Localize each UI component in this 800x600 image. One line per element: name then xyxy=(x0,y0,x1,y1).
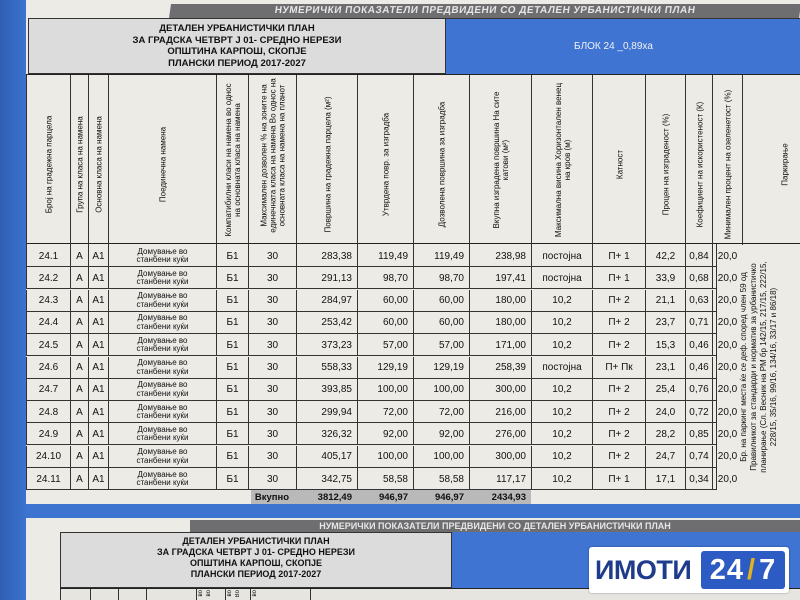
cell-parcel: 24.4 xyxy=(26,312,70,334)
cell-maxpct: 30 xyxy=(248,290,296,312)
cell-built: 23,7 xyxy=(645,312,685,334)
header-label: Дозволена површина за изградба xyxy=(437,101,447,228)
header-label: Утврдена повр. за изградба xyxy=(381,112,391,217)
cell-parcel: 24.9 xyxy=(26,423,70,445)
totals-row xyxy=(26,490,716,504)
cell-floors: П+ 2 xyxy=(592,423,645,445)
parking-note-cell xyxy=(716,244,800,490)
cell-compat: Б1 xyxy=(216,379,248,401)
cell-class: А1 xyxy=(88,401,108,423)
cell-maxpct: 30 xyxy=(248,468,296,490)
cell-use xyxy=(108,423,216,445)
table-row xyxy=(26,267,738,289)
use-line2: станбени куќи xyxy=(136,478,189,487)
header-label: Број на градежна парцела xyxy=(44,115,54,214)
cell-green: 20,0 xyxy=(712,267,742,289)
table-row xyxy=(26,357,738,379)
cell-class: А1 xyxy=(88,446,108,468)
header-cell xyxy=(712,75,742,245)
cell-height: 10,2 xyxy=(531,401,592,423)
cell-fixed: 119,49 xyxy=(357,245,413,267)
cell-use xyxy=(108,290,216,312)
cell-height: 10,2 xyxy=(531,290,592,312)
plan-title-line3: ОПШТИНА КАРПОШ, СКОПЈЕ xyxy=(167,46,307,57)
table-row xyxy=(26,290,738,312)
header-label: Вкупна изградена површина На сите катови (м²) xyxy=(492,91,510,229)
section-gap xyxy=(26,504,800,518)
cell-height: 10,2 xyxy=(531,423,592,445)
cell-use xyxy=(108,446,216,468)
cell-area: 291,13 xyxy=(296,267,357,289)
header-label: Група на класа на намена xyxy=(75,116,85,213)
cell-use xyxy=(108,357,216,379)
use-line2: станбени куќи xyxy=(136,388,189,398)
header-cell xyxy=(26,75,70,245)
cell-group: А xyxy=(70,267,88,289)
table-row xyxy=(26,423,738,445)
logo-number-right: 7 xyxy=(759,553,777,586)
cell-compat: Б1 xyxy=(216,312,248,334)
header-label: Паркирање xyxy=(780,143,790,186)
cell-area: 326,32 xyxy=(296,423,357,445)
cell-class: А1 xyxy=(88,245,108,267)
plan-title-line4: ПЛАНСКИ ПЕРИОД 2017-2027 xyxy=(168,57,306,69)
cell-group: А xyxy=(70,446,88,468)
use-line1: Домување во xyxy=(137,402,188,412)
cell-parcel: 24.6 xyxy=(26,357,70,379)
cell-class: А1 xyxy=(88,357,108,379)
cell-use xyxy=(108,401,216,423)
cell-coef: 0,34 xyxy=(685,468,712,490)
cell-parcel: 24.11 xyxy=(26,468,70,490)
cell-compat: Б1 xyxy=(216,446,248,468)
cell-group: А xyxy=(70,468,88,490)
table-row xyxy=(26,446,738,468)
table-row xyxy=(26,379,738,401)
block-label: БЛОК 24 _0,89ха xyxy=(574,41,653,52)
cell-green: 20,0 xyxy=(712,312,742,334)
header-cell xyxy=(531,75,592,245)
header-label: Минимален процент на озеленетост (%) xyxy=(723,89,733,240)
cell-maxpct: 30 xyxy=(248,401,296,423)
cell-maxpct: 30 xyxy=(248,245,296,267)
cell-total: 216,00 xyxy=(469,401,531,423)
cell-area: 342,75 xyxy=(296,468,357,490)
block-panel xyxy=(446,18,800,74)
use-line2: станбени куќи xyxy=(136,277,189,287)
table-row xyxy=(26,245,738,267)
cell-use xyxy=(108,245,216,267)
cell-compat: Б1 xyxy=(216,401,248,423)
totals-allowed: 946,97 xyxy=(434,491,464,503)
second-header-fragment: Во xyxy=(235,590,241,598)
cell-total: 258,39 xyxy=(469,357,531,379)
logo-slash: / xyxy=(747,553,757,586)
header-cell xyxy=(469,75,531,245)
cell-floors: П+ 2 xyxy=(592,334,645,356)
cell-allowed: 60,00 xyxy=(413,290,469,312)
second-title-line2: ЗА ГРАДСКА ЧЕТВРТ Ј 01- СРЕДНО НЕРЕЗИ xyxy=(157,547,355,557)
cell-floors: П+ 2 xyxy=(592,446,645,468)
cell-parcel: 24.2 xyxy=(26,267,70,289)
cell-floors: П+ 1 xyxy=(592,245,645,267)
cell-compat: Б1 xyxy=(216,245,248,267)
cell-fixed: 92,00 xyxy=(357,423,413,445)
cell-fixed: 57,00 xyxy=(357,334,413,356)
use-line2: станбени куќи xyxy=(136,455,189,465)
totals-fixed: 946,97 xyxy=(378,491,408,503)
cell-height: 10,2 xyxy=(531,468,592,490)
cell-total: 117,17 xyxy=(469,468,531,490)
second-header-fragment: во xyxy=(227,590,233,597)
cell-green: 20,0 xyxy=(712,290,742,312)
cell-coef: 0,46 xyxy=(685,357,712,379)
header-cell xyxy=(216,75,248,245)
cell-built: 15,3 xyxy=(645,334,685,356)
header-cell xyxy=(296,75,357,245)
cell-height: постојна xyxy=(531,267,592,289)
cell-green: 20,0 xyxy=(712,468,742,490)
cell-allowed: 60,00 xyxy=(413,312,469,334)
plan-title-box xyxy=(28,18,446,74)
cell-total: 197,41 xyxy=(469,267,531,289)
cell-built: 24,7 xyxy=(645,446,685,468)
cell-fixed: 58,58 xyxy=(357,468,413,490)
blue-background-edge xyxy=(0,0,26,600)
cell-parcel: 24.3 xyxy=(26,290,70,312)
cell-group: А xyxy=(70,357,88,379)
cell-total: 171,00 xyxy=(469,334,531,356)
cell-group: А xyxy=(70,423,88,445)
use-line2: станбени куќи xyxy=(136,321,189,331)
cell-total: 180,00 xyxy=(469,312,531,334)
cell-floors: П+ 2 xyxy=(592,401,645,423)
parking-note: Бр. на паркинг места ќе се деф. според член 59 од Правилникот за стандарди и норматив за урбанистичко планирање (Сл. Весник на РМ бр 142/15, 217/15, 222/15, 228/15, 35/16, 99/16, 134/16, 33/17 и 86/18) xyxy=(739,261,778,473)
totals-area: 3812,49 xyxy=(317,491,352,503)
table-banner: НУМЕРИЧКИ ПОКАЗАТЕЛИ ПРЕДВИДЕНИ СО ДЕТАЛЕН УРБАНИСТИЧКИ ПЛАН xyxy=(169,4,800,18)
cell-area: 558,33 xyxy=(296,357,357,379)
cell-coef: 0,76 xyxy=(685,379,712,401)
cell-class: А1 xyxy=(88,312,108,334)
cell-floors: П+ 2 xyxy=(592,312,645,334)
cell-allowed: 100,00 xyxy=(413,446,469,468)
cell-class: А1 xyxy=(88,290,108,312)
cell-total: 238,98 xyxy=(469,245,531,267)
cell-use xyxy=(108,267,216,289)
cell-height: 10,2 xyxy=(531,312,592,334)
cell-group: А xyxy=(70,312,88,334)
cell-group: А xyxy=(70,401,88,423)
cell-green: 20,0 xyxy=(712,245,742,267)
imoti-247-logo[interactable] xyxy=(589,547,789,593)
cell-use xyxy=(108,468,216,490)
cell-group: А xyxy=(70,334,88,356)
second-title-line3: ОПШТИНА КАРПОШ, СКОПЈЕ xyxy=(190,558,322,568)
use-line1: Домување во xyxy=(137,469,188,479)
cell-class: А1 xyxy=(88,379,108,401)
logo-number xyxy=(701,551,785,589)
cell-compat: Б1 xyxy=(216,357,248,379)
cell-green: 20,0 xyxy=(712,379,742,401)
cell-floors: П+ 2 xyxy=(592,290,645,312)
use-line1: Домување во xyxy=(137,358,188,367)
use-line1: Домување во xyxy=(137,380,188,390)
logo-number-left: 24 xyxy=(709,553,745,586)
use-line1: Домување во xyxy=(137,335,188,345)
cell-total: 300,00 xyxy=(469,379,531,401)
cell-floors: П+ 2 xyxy=(592,379,645,401)
cell-allowed: 57,00 xyxy=(413,334,469,356)
second-header-fragment: во xyxy=(252,590,258,597)
cell-group: А xyxy=(70,379,88,401)
cell-area: 283,38 xyxy=(296,245,357,267)
use-line2: станбени куќи xyxy=(136,299,189,309)
table-row xyxy=(26,468,738,490)
cell-built: 25,4 xyxy=(645,379,685,401)
cell-height: 10,2 xyxy=(531,334,592,356)
cell-maxpct: 30 xyxy=(248,334,296,356)
header-cell xyxy=(645,75,685,245)
cell-parcel: 24.8 xyxy=(26,401,70,423)
header-cell xyxy=(742,75,800,245)
table-row xyxy=(26,312,738,334)
header-cell xyxy=(70,75,88,245)
second-header-fragment: во xyxy=(198,590,204,597)
cell-use xyxy=(108,334,216,356)
cell-coef: 0,72 xyxy=(685,401,712,423)
header-label: Максимална висина Хоризонтален венец на кров (м) xyxy=(553,82,572,238)
cell-built: 42,2 xyxy=(645,245,685,267)
cell-fixed: 60,00 xyxy=(357,290,413,312)
cell-class: А1 xyxy=(88,334,108,356)
use-line2: станбени куќи xyxy=(136,411,189,421)
cell-area: 373,23 xyxy=(296,334,357,356)
second-title-box xyxy=(60,532,452,588)
second-title-line4: ПЛАНСКИ ПЕРИОД 2017-2027 xyxy=(190,569,322,579)
cell-class: А1 xyxy=(88,423,108,445)
cell-group: А xyxy=(70,290,88,312)
use-line1: Домување во xyxy=(137,246,188,256)
use-line2: станбени куќи xyxy=(136,366,189,376)
cell-green: 20,0 xyxy=(712,423,742,445)
cell-green: 20,0 xyxy=(712,401,742,423)
cell-compat: Б1 xyxy=(216,423,248,445)
cell-fixed: 72,00 xyxy=(357,401,413,423)
cell-maxpct: 30 xyxy=(248,357,296,379)
header-cell xyxy=(592,75,645,245)
cell-maxpct: 30 xyxy=(248,267,296,289)
cell-built: 28,2 xyxy=(645,423,685,445)
cell-class: А1 xyxy=(88,468,108,490)
header-cell xyxy=(248,75,296,245)
cell-compat: Б1 xyxy=(216,334,248,356)
cell-green: 20,0 xyxy=(712,357,742,379)
cell-area: 393,85 xyxy=(296,379,357,401)
cell-area: 299,94 xyxy=(296,401,357,423)
cell-built: 21,1 xyxy=(645,290,685,312)
cell-compat: Б1 xyxy=(216,267,248,289)
header-cell xyxy=(685,75,712,245)
header-label: Површина на градежна парцела (м²) xyxy=(323,96,332,233)
use-line1: Домување во xyxy=(137,291,188,301)
cell-total: 300,00 xyxy=(469,446,531,468)
table-header xyxy=(26,74,800,244)
cell-coef: 0,74 xyxy=(685,446,712,468)
header-cell xyxy=(413,75,469,245)
cell-built: 24,0 xyxy=(645,401,685,423)
cell-total: 180,00 xyxy=(469,290,531,312)
cell-coef: 0,46 xyxy=(685,334,712,356)
second-title-line1: ДЕТАЛЕН УРБАНИСТИЧКИ ПЛАН xyxy=(182,536,330,546)
cell-total: 276,00 xyxy=(469,423,531,445)
cell-use xyxy=(108,312,216,334)
plan-title-line2: ЗА ГРАДСКА ЧЕТВРТ Ј 01- СРЕДНО НЕРЕЗИ xyxy=(132,34,342,46)
cell-area: 284,97 xyxy=(296,290,357,312)
cell-height: постојна xyxy=(531,245,592,267)
cell-fixed: 60,00 xyxy=(357,312,413,334)
header-cell xyxy=(88,75,108,245)
cell-height: 10,2 xyxy=(531,379,592,401)
second-header-fragment: во xyxy=(206,590,212,597)
cell-maxpct: 30 xyxy=(248,379,296,401)
cell-fixed: 98,70 xyxy=(357,267,413,289)
cell-maxpct: 30 xyxy=(248,446,296,468)
logo-word: ИМОТИ xyxy=(595,554,692,585)
use-line1: Домување во xyxy=(137,313,188,323)
cell-parcel: 24.5 xyxy=(26,334,70,356)
use-line1: Домување во xyxy=(137,447,188,457)
cell-maxpct: 30 xyxy=(248,312,296,334)
cell-allowed: 119,49 xyxy=(413,245,469,267)
cell-allowed: 129,19 xyxy=(413,357,469,379)
cell-built: 17,1 xyxy=(645,468,685,490)
cell-class: А1 xyxy=(88,267,108,289)
cell-fixed: 100,00 xyxy=(357,446,413,468)
totals-total: 2434,93 xyxy=(491,491,526,503)
header-label: Поединечна намена xyxy=(158,126,168,203)
cell-maxpct: 30 xyxy=(248,423,296,445)
header-label: Катност xyxy=(615,149,624,180)
cell-coef: 0,68 xyxy=(685,267,712,289)
use-line1: Домување во xyxy=(137,424,188,434)
cell-fixed: 100,00 xyxy=(357,379,413,401)
cell-height: 10,2 xyxy=(531,446,592,468)
second-table-banner: НУМЕРИЧКИ ПОКАЗАТЕЛИ ПРЕДВИДЕНИ СО ДЕТАЛЕН УРБАНИСТИЧКИ ПЛАН xyxy=(190,520,800,532)
cell-green: 20,0 xyxy=(712,334,742,356)
cell-allowed: 72,00 xyxy=(413,401,469,423)
header-label: Компатибилни класи на намена во однос на основната класа на намена xyxy=(224,83,242,237)
cell-use xyxy=(108,379,216,401)
cell-floors: П+ Пк xyxy=(592,357,645,379)
cell-built: 33,9 xyxy=(645,267,685,289)
table-row xyxy=(26,401,738,423)
cell-fixed: 129,19 xyxy=(357,357,413,379)
header-label: Процен на изграденост (%) xyxy=(661,113,671,216)
cell-coef: 0,84 xyxy=(685,245,712,267)
cell-compat: Б1 xyxy=(216,468,248,490)
header-cell xyxy=(108,75,216,245)
cell-parcel: 24.7 xyxy=(26,379,70,401)
cell-built: 23,1 xyxy=(645,357,685,379)
cell-coef: 0,63 xyxy=(685,290,712,312)
cell-allowed: 98,70 xyxy=(413,267,469,289)
cell-group: А xyxy=(70,245,88,267)
cell-floors: П+ 1 xyxy=(592,267,645,289)
plan-title-line1: ДЕТАЛЕН УРБАНИСТИЧКИ ПЛАН xyxy=(159,23,315,34)
totals-label: Вкупно xyxy=(254,491,290,503)
cell-green: 20,0 xyxy=(712,446,742,468)
use-line2: станбени куќи xyxy=(136,433,189,443)
header-label: Основна класа на намена xyxy=(94,116,104,213)
use-line2: станбени куќи xyxy=(136,255,189,264)
header-label: Максимален дозволен % на зоните на единечната класа на намена Во однос на основната класа на намена на планот xyxy=(259,78,287,233)
cell-coef: 0,85 xyxy=(685,423,712,445)
cell-allowed: 92,00 xyxy=(413,423,469,445)
cell-floors: П+ 1 xyxy=(592,468,645,490)
cell-area: 405,17 xyxy=(296,446,357,468)
use-line1: Домување во xyxy=(137,268,188,278)
cell-parcel: 24.10 xyxy=(26,446,70,468)
cell-compat: Б1 xyxy=(216,290,248,312)
cell-allowed: 100,00 xyxy=(413,379,469,401)
table-row xyxy=(26,334,738,356)
cell-allowed: 58,58 xyxy=(413,468,469,490)
cell-height: постојна xyxy=(531,357,592,379)
cell-parcel: 24.1 xyxy=(26,245,70,267)
header-cell xyxy=(357,75,413,245)
cell-area: 253,42 xyxy=(296,312,357,334)
use-line2: станбени куќи xyxy=(136,344,189,354)
header-label: Коефициент на искористеност (К) xyxy=(695,101,704,228)
cell-coef: 0,71 xyxy=(685,312,712,334)
